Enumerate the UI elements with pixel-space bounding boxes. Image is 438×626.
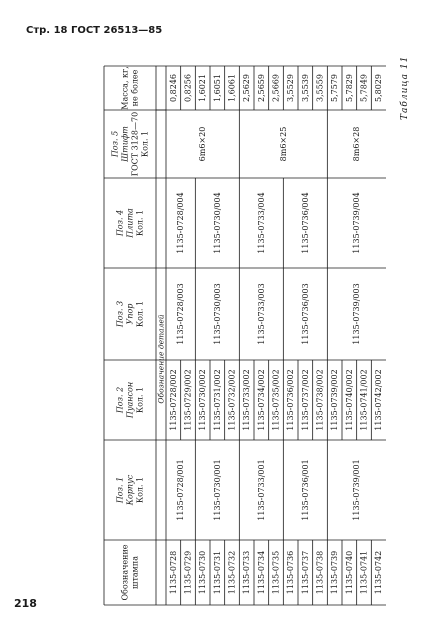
row-mass: 1,6061 xyxy=(227,74,237,102)
row-designation: 1135-0741 xyxy=(359,550,369,595)
row-mass: 3,5539 xyxy=(300,74,310,102)
group-pos1: 1135-0733/001 xyxy=(256,459,266,521)
row-designation: 1135-0739 xyxy=(330,550,340,595)
header-pos3-line-2: Кол. 1 xyxy=(135,300,145,328)
header-pos5-line-1: Штифт xyxy=(120,126,130,162)
group-pos3: 1135-0736/003 xyxy=(300,283,310,345)
detail-caption: Обозначение деталей xyxy=(156,314,166,404)
page-number: 218 xyxy=(14,597,37,610)
row-pos2: 1135-0737/002 xyxy=(300,369,310,431)
row-designation: 1135-0738 xyxy=(315,550,325,595)
header-pos4-line-2: Кол. 1 xyxy=(135,209,145,237)
row-pos2: 1135-0730/002 xyxy=(198,369,208,431)
row-pos2: 1135-0732/002 xyxy=(227,369,237,431)
group-pos5: 8m6×25 xyxy=(278,126,288,162)
row-mass: 0,8246 xyxy=(168,74,178,102)
header-pos1-line-1: Корпус xyxy=(125,474,135,506)
row-mass: 5,7829 xyxy=(344,74,354,102)
group-pos4: 1135-0730/004 xyxy=(212,192,222,254)
row-mass: 5,8029 xyxy=(374,74,384,102)
row-mass: 2,5659 xyxy=(256,74,266,102)
row-mass: 3,5559 xyxy=(315,74,325,102)
row-mass: 5,7579 xyxy=(330,74,340,102)
table-cells xyxy=(111,66,384,600)
header-pos5-line-2: ГОСТ 3128—70 xyxy=(130,111,140,177)
header-pos3-line-1: Упор xyxy=(125,303,135,325)
group-pos1: 1135-0739/001 xyxy=(352,459,362,521)
row-mass: 1,6051 xyxy=(212,74,222,102)
row-mass: 2,5669 xyxy=(271,74,281,102)
header-designation-line-1: штампа xyxy=(130,556,140,589)
row-designation: 1135-0737 xyxy=(300,550,310,595)
group-pos3: 1135-0733/003 xyxy=(256,283,266,345)
row-designation: 1135-0732 xyxy=(227,550,237,595)
group-pos1: 1135-0728/001 xyxy=(176,459,186,521)
header-mass-line-0: Масса, кг, xyxy=(120,66,130,110)
row-mass: 5,7849 xyxy=(359,74,369,102)
header-pos1-line-0: Поз. 1 xyxy=(115,476,125,504)
row-pos2: 1135-0728/002 xyxy=(168,369,178,431)
row-pos2: 1135-0741/002 xyxy=(359,369,369,431)
row-designation: 1135-0730 xyxy=(198,550,208,595)
group-pos5: 8m6×28 xyxy=(352,126,362,162)
group-pos1: 1135-0730/001 xyxy=(212,459,222,521)
row-mass: 1,6021 xyxy=(198,74,208,102)
header-mass-line-1: не более xyxy=(130,69,140,107)
row-mass: 0,8256 xyxy=(183,74,193,102)
group-pos4: 1135-0728/004 xyxy=(176,192,186,254)
row-mass: 3,5529 xyxy=(286,74,296,102)
row-designation: 1135-0734 xyxy=(256,550,266,595)
header-pos3-line-0: Поз. 3 xyxy=(115,300,125,328)
group-pos3: 1135-0728/003 xyxy=(176,283,186,345)
header-designation-line-0: Обозначение xyxy=(120,544,130,601)
group-pos1: 1135-0736/001 xyxy=(300,459,310,521)
row-pos2: 1135-0740/002 xyxy=(344,369,354,431)
page-header: Стр. 18 ГОСТ 26513—85 xyxy=(26,25,163,36)
header-pos2-line-1: Пуансон xyxy=(125,381,135,419)
row-pos2: 1135-0734/002 xyxy=(256,369,266,431)
row-designation: 1135-0731 xyxy=(212,550,222,595)
group-pos3: 1135-0739/003 xyxy=(352,283,362,345)
row-pos2: 1135-0733/002 xyxy=(242,369,252,431)
row-pos2: 1135-0729/002 xyxy=(183,369,193,431)
group-pos4: 1135-0736/004 xyxy=(300,192,310,254)
row-designation: 1135-0728 xyxy=(168,550,178,595)
row-designation: 1135-0740 xyxy=(344,550,354,595)
group-pos3: 1135-0730/003 xyxy=(212,283,222,345)
row-designation: 1135-0735 xyxy=(271,550,281,595)
header-pos4-line-0: Поз. 4 xyxy=(115,209,125,237)
row-pos2: 1135-0731/002 xyxy=(212,369,222,431)
row-designation: 1135-0742 xyxy=(374,550,384,595)
table-title-text: Таблица 11 xyxy=(400,55,410,120)
header-pos2-line-2: Кол. 1 xyxy=(135,386,145,414)
group-pos4: 1135-0739/004 xyxy=(352,192,362,254)
header-pos5-line-0: Поз. 5 xyxy=(110,130,120,158)
group-pos4: 1135-0733/004 xyxy=(256,192,266,254)
row-pos2: 1135-0736/002 xyxy=(286,369,296,431)
header-pos4-line-1: Плита xyxy=(125,208,135,238)
row-mass: 2,5629 xyxy=(242,74,252,102)
row-pos2: 1135-0739/002 xyxy=(330,369,340,431)
header-pos2-line-0: Поз. 2 xyxy=(115,386,125,414)
row-designation: 1135-0729 xyxy=(183,550,193,595)
group-pos5: 6m6×20 xyxy=(198,126,208,162)
row-pos2: 1135-0742/002 xyxy=(374,369,384,431)
row-pos2: 1135-0738/002 xyxy=(315,369,325,431)
row-pos2: 1135-0735/002 xyxy=(271,369,281,431)
header-pos5-line-3: Кол. 1 xyxy=(140,130,150,158)
header-pos1-line-2: Кол. 1 xyxy=(135,476,145,504)
row-designation: 1135-0736 xyxy=(286,550,296,595)
row-designation: 1135-0733 xyxy=(242,550,252,595)
